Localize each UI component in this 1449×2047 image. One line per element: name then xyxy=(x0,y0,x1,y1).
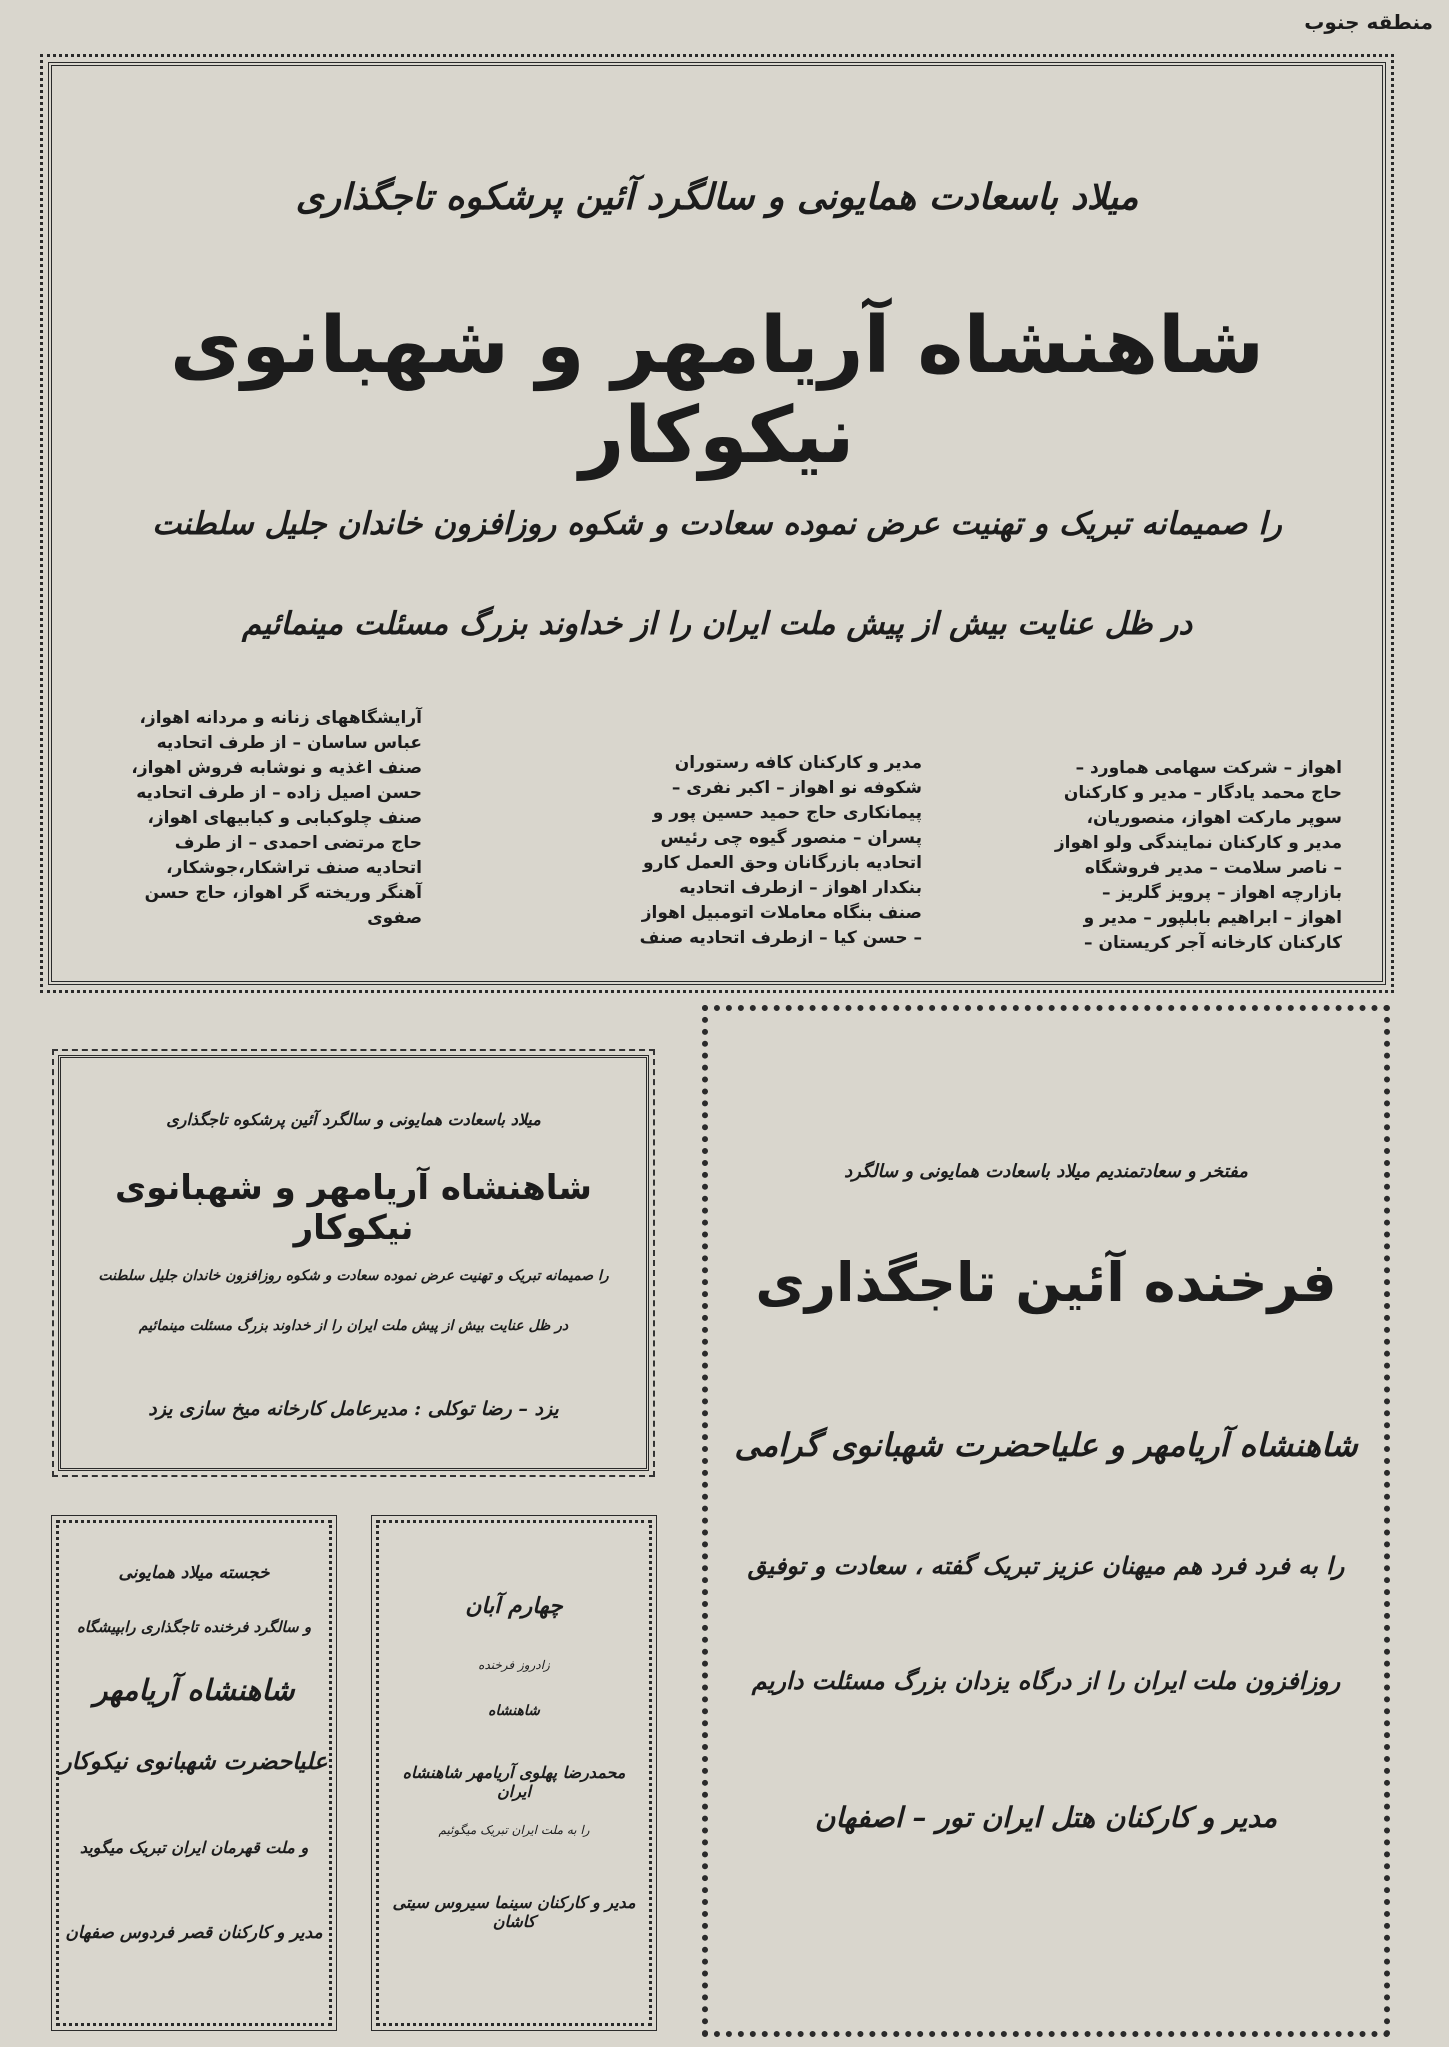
yazd-ad-signature: یزد – رضا توکلی : مدیرعامل کارخانه میخ سازی یزد xyxy=(148,1398,559,1420)
cinema-ad-line5: را به ملت ایران تبریک میگوئیم xyxy=(438,1823,590,1837)
yazd-ad-title: شاهنشاه آریامهر و شهبانوی نیکوکار xyxy=(115,1168,592,1248)
list-item: صنف اغذیه و نوشابه فروش اهواز، xyxy=(131,758,422,778)
list-item: صنف چلوکبابی و کبابیهای اهواز، xyxy=(147,808,422,828)
main-ad xyxy=(48,62,1386,985)
list-item: صنف بنگاه معاملات اتومبیل اهواز xyxy=(641,903,922,923)
yazd-ad-line2: در ظل عنایت بیش از پیش ملت ایران را از خداوند بزرگ مسئلت مینمائیم xyxy=(138,1318,569,1334)
main-ad-column-right xyxy=(1012,756,1342,956)
yazd-ad-line1: را صمیمانه تبریک و تهنیت عرض نموده سعادت و شکوه روزافزون خاندان جلیل سلطنت xyxy=(98,1268,609,1284)
main-ad-column-left xyxy=(92,706,422,931)
hotel-ad-subtitle: مفتخر و سعادتمندیم میلاد باسعادت همایونی و سالگرد xyxy=(844,1161,1248,1182)
list-item: پیمانکاری حاج حمید حسین پور و xyxy=(652,803,922,823)
list-item: مدیر و کارکنان نمایندگی ولو اهواز xyxy=(1054,833,1342,853)
cinema-ad-line6: مدیر و کارکنان سینما سیروس سیتی کاشان xyxy=(392,1893,636,1931)
main-ad-title: شاهنشاه آریامهر و شهبانوی نیکوکار xyxy=(169,301,1265,481)
list-item: آهنگر وریخته گر اهواز، حاج حسن xyxy=(144,883,422,903)
cinema-ad-line1: چهارم آبان xyxy=(465,1593,563,1619)
qasr-ad-line5: و ملت قهرمان ایران تبریک میگوید xyxy=(79,1838,309,1857)
cinema-ad-line2: زادروز فرخنده xyxy=(478,1658,550,1672)
qasr-ad-line2: و سالگرد فرخنده تاجگذاری رابپیشگاه xyxy=(76,1618,312,1636)
main-ad-column-middle xyxy=(592,751,922,951)
list-item: اهواز – ابراهیم بابلپور – مدیر و xyxy=(1083,908,1342,928)
list-item: پسران – منصور گیوه چی رئیس xyxy=(660,828,922,848)
cinema-ad-line4: محمدرضا پهلوی آریامهر شاهنشاه ایران xyxy=(402,1763,626,1801)
list-item: – ناصر سلامت – مدیر فروشگاه xyxy=(1084,858,1342,878)
list-item: – حسن کیا – ازطرف اتحادیه صنف xyxy=(639,928,922,948)
list-item: اهواز – شرکت سهامی هماورد – xyxy=(1075,758,1342,778)
qasr-ad-line6: مدیر و کارکنان قصر فردوس صفهان xyxy=(65,1923,323,1943)
hotel-ad-title: فرخنده آئین تاجگذاری xyxy=(755,1251,1337,1314)
qasr-ad-line4: علیاحضرت شهبانوی نیکوکار xyxy=(60,1748,328,1775)
list-item: کارکنان کارخانه آجر کریستان – xyxy=(1084,933,1342,953)
hotel-ad-line1: شاهنشاه آریامهر و علیاحضرت شهبانوی گرامی xyxy=(734,1426,1358,1464)
list-item: بازارچه اهواز – پرویز گلریز – xyxy=(1101,883,1342,903)
list-item: بنکدار اهواز – ازطرف اتحادیه xyxy=(679,878,922,898)
qasr-ferdows-ad xyxy=(56,1520,332,2026)
yazd-ad xyxy=(58,1055,649,1471)
hotel-ad-line3: روزافزون ملت ایران را از درگاه یزدان بزرگ مسئلت داریم xyxy=(751,1666,1341,1695)
list-item: عباس ساسان – از طرف اتحادیه xyxy=(156,733,422,753)
list-item: حاج مرتضی احمدی – از طرف xyxy=(174,833,422,853)
yazd-ad-subtitle: میلاد باسعادت همایونی و سالگرد آئین پرشکوه تاجگذاری xyxy=(166,1110,541,1129)
main-ad-line1: را صمیمانه تبریک و تهنیت عرض نموده سعادت و شکوه روزافزون خاندان جلیل سلطنت xyxy=(152,506,1282,542)
list-item: اتحادیه صنف تراشکار،جوشکار، xyxy=(166,858,422,878)
list-item: مدیر و کارکنان کافه رستوران xyxy=(674,753,922,773)
qasr-ad-line3: شاهنشاه آریامهر xyxy=(93,1673,295,1707)
hotel-ad-signature: مدیر و کارکنان هتل ایران تور – اصفهان xyxy=(814,1801,1278,1834)
list-item: اتحادیه بازرگانان وحق العمل کارو xyxy=(643,853,922,873)
list-item: سوپر مارکت اهواز، منصوریان، xyxy=(1086,808,1342,828)
cinema-ad-line3: شاهنشاه xyxy=(488,1703,540,1719)
list-item: آرایشگاههای زنانه و مردانه اهواز، xyxy=(139,708,422,728)
list-item: شکوفه نو اهواز – اکبر نفری – xyxy=(671,778,922,798)
region-label: منطقه جنوب xyxy=(1304,10,1433,34)
list-item: صفوی xyxy=(367,908,422,928)
main-ad-line2: در ظل عنایت بیش از پیش ملت ایران را از خداوند بزرگ مسئلت مینمائیم xyxy=(241,606,1193,642)
main-ad-subtitle: میلاد باسعادت همایونی و سالگرد آئین پرشکوه تاجگذاری xyxy=(295,176,1139,218)
hotel-ad xyxy=(702,1005,1390,2037)
list-item: حسن اصیل زاده – از طرف اتحادیه xyxy=(136,783,422,803)
cinema-ad xyxy=(376,1520,652,2026)
hotel-ad-line2: را به فرد فرد هم میهنان عزیز تبریک گفته ، سعادت و توفیق xyxy=(747,1551,1345,1580)
list-item: حاج محمد یادگار – مدیر و کارکنان xyxy=(1063,783,1342,803)
qasr-ad-line1: خجسته میلاد همایونی xyxy=(118,1563,270,1583)
